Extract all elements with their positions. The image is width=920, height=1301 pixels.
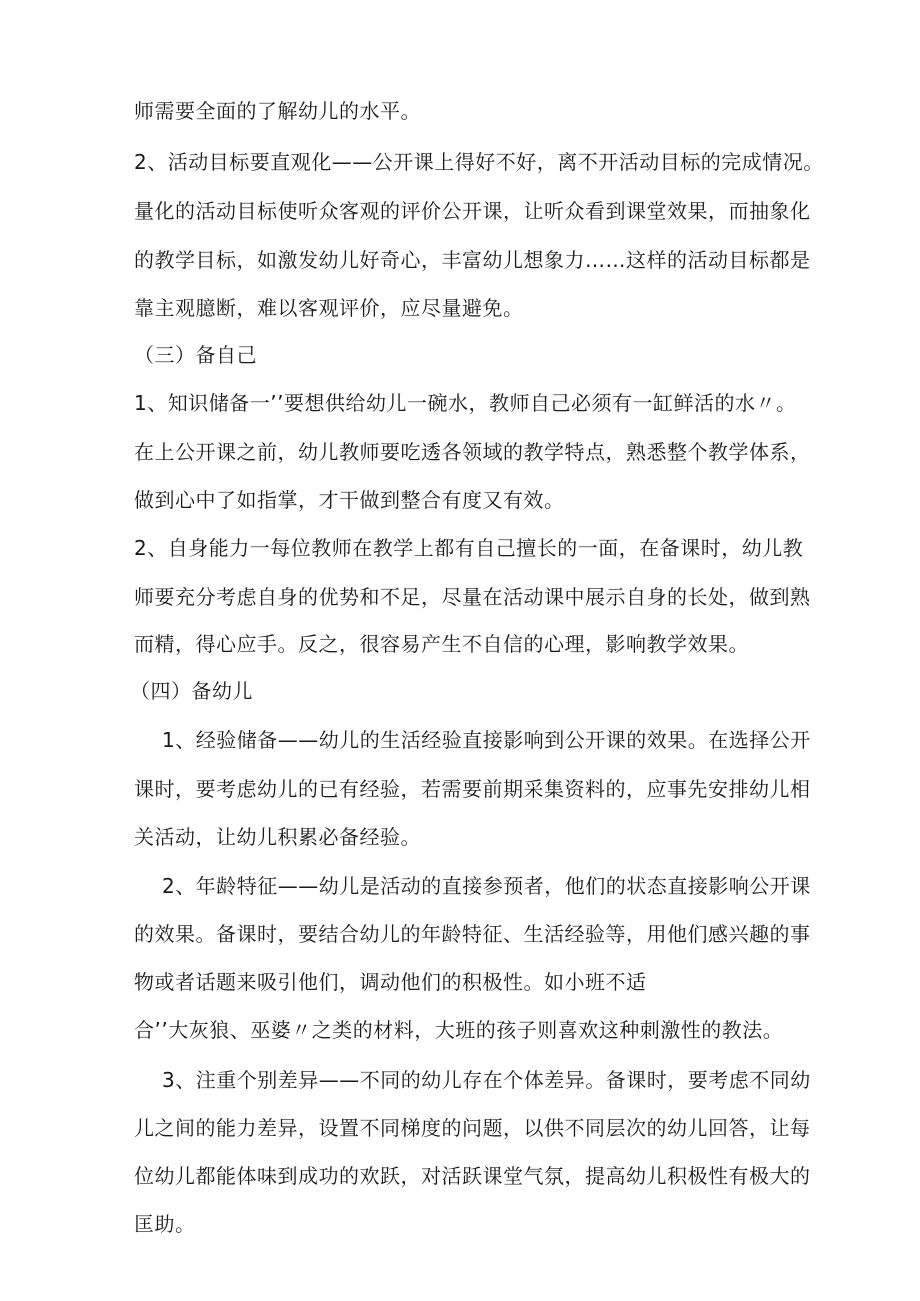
body-text-line: 靠主观臆断，难以客观评价，应尽量避免。 — [134, 296, 524, 320]
body-text-line: 3、注重个别差异——不同的幼儿存在个体差异。备课时，要考虑不同幼 — [162, 1068, 811, 1092]
body-text-line: 关活动，让幼儿积累必备经验。 — [134, 825, 421, 849]
body-text-line: 位幼儿都能体味到成功的欢跃，对活跃课堂气氛，提高幼儿积极性有极大的 — [134, 1164, 811, 1188]
body-text-line: 师需要全面的了解幼儿的水平。 — [134, 99, 421, 123]
body-text-line: 1、知识储备一’’要想供给幼儿一碗水，教师自己必须有一缸鲜活的水〃。 — [134, 391, 797, 415]
body-text-line: 1、经验储备——幼儿的生活经验直接影响到公开课的效果。在选择公开 — [162, 728, 811, 752]
body-text-line: 做到心中了如指掌，才干做到整合有度又有效。 — [134, 488, 565, 512]
body-text-line: 物或者话题来吸引他们，调动他们的积极性。如小班不适 — [134, 970, 647, 994]
body-text-line: 2、活动目标要直观化——公开课上得好不好，离不开活动目标的完成情况。 — [134, 150, 824, 174]
section-heading: （三）备自己 — [134, 343, 257, 367]
body-text-line: 的教学目标，如激发幼儿好奇心，丰富幼儿想象力……这样的活动目标都是 — [134, 248, 811, 272]
body-text-line: 2、自身能力一每位教师在教学上都有自己擅长的一面，在备课时，幼儿教 — [134, 536, 804, 560]
body-text-line: 的效果。备课时，要结合幼儿的年龄特征、生活经验等，用他们感兴趣的事 — [134, 922, 811, 946]
body-text-line: 在上公开课之前，幼儿教师要吃透各领域的教学特点，熟悉整个教学体系， — [134, 440, 811, 464]
body-text-line: 儿之间的能力差异，设置不同梯度的问题，以供不同层次的幼儿回答，让每 — [134, 1116, 811, 1140]
body-text-line: 课时，要考虑幼儿的已有经验，若需要前期采集资料的，应事先安排幼儿相 — [134, 777, 811, 801]
body-text-line: 2、年龄特征——幼儿是活动的直接参预者，他们的状态直接影响公开课 — [162, 874, 811, 898]
body-text-line: 合’’大灰狼、巫婆〃之类的材料，大班的孩子则喜欢这种刺激性的教法。 — [134, 1018, 784, 1042]
body-text-line: 匡助。 — [134, 1212, 196, 1236]
body-text-line: 师要充分考虑自身的优势和不足，尽量在活动课中展示自身的长处，做到熟 — [134, 585, 811, 609]
body-text-line: 量化的活动目标使听众客观的评价公开课，让听众看到课堂效果，而抽象化 — [134, 199, 811, 223]
section-heading: （四）备幼儿 — [130, 679, 253, 703]
body-text-line: 而精，得心应手。反之，很容易产生不自信的心理，影响教学效果。 — [134, 632, 749, 656]
